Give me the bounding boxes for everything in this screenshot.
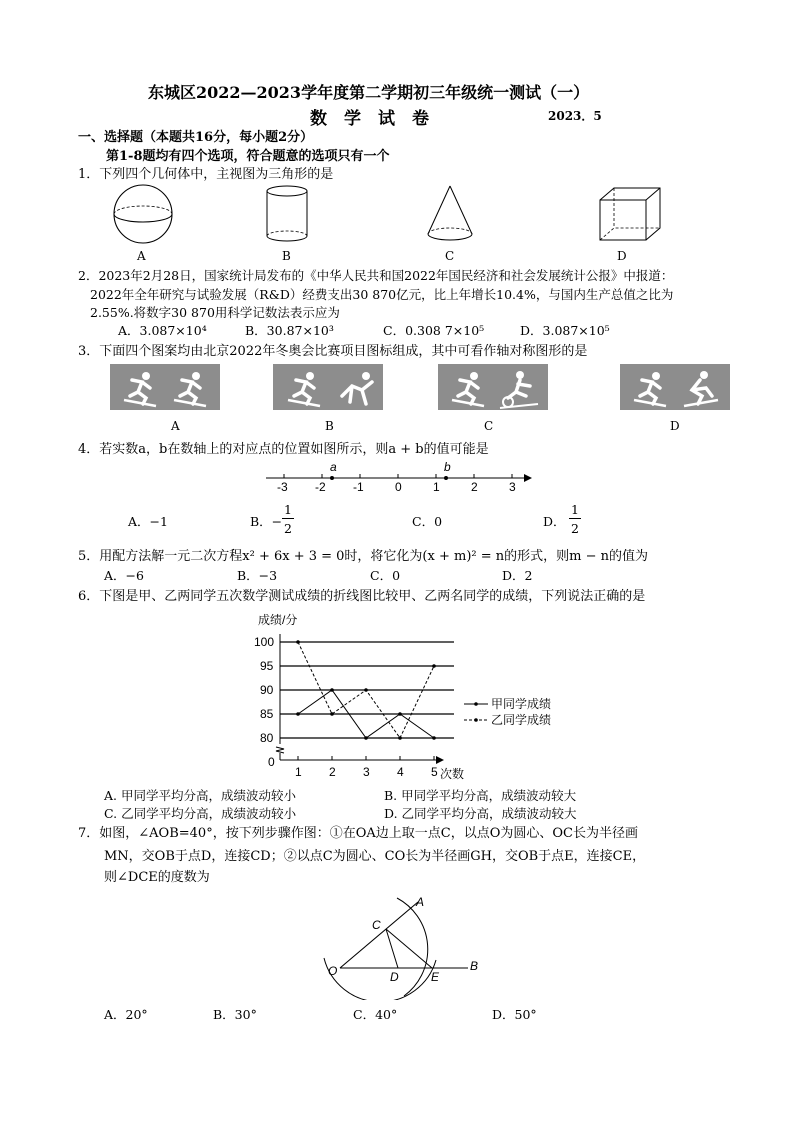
pictogram-c bbox=[438, 364, 548, 410]
chart-xlabel: 次数 bbox=[440, 767, 465, 781]
q1-label-a: A bbox=[137, 249, 146, 263]
q4-d-frac-num: 1 bbox=[571, 502, 579, 517]
x-tick-label: 2 bbox=[329, 765, 336, 779]
q5-option-d: D．2 bbox=[502, 568, 533, 583]
x-tick-label: 1 bbox=[295, 765, 302, 779]
chart-ylabel: 成绩/分 bbox=[258, 613, 298, 627]
q6-stem: 6．下图是甲、乙两同学五次数学测试成绩的折线图比较甲、乙两名同学的成绩，下列说法正确的是 bbox=[78, 589, 646, 604]
axis-break bbox=[276, 747, 284, 753]
point-d-label: D bbox=[390, 970, 399, 984]
q2-option-c: C．0.308 7×10⁵ bbox=[383, 323, 485, 338]
q6-option-b: B. 甲同学平均分高，成绩波动较大 bbox=[384, 788, 577, 803]
point-b-marker bbox=[444, 476, 448, 480]
exam-date: 2023．5 bbox=[548, 109, 602, 123]
segment-cd bbox=[386, 929, 398, 968]
q5-option-a: A．−6 bbox=[104, 568, 144, 583]
cone-figure bbox=[428, 186, 472, 240]
q7-line3: 则∠DCE的度数为 bbox=[104, 870, 210, 885]
number-line-tick-label: 3 bbox=[509, 480, 516, 494]
series-point bbox=[296, 640, 300, 644]
q5-option-b: B．−3 bbox=[237, 568, 278, 583]
q2-option-d: D．3.087×10⁵ bbox=[520, 323, 610, 338]
series-point bbox=[432, 736, 436, 740]
series-point bbox=[364, 736, 368, 740]
x-tick-label: 3 bbox=[363, 765, 370, 779]
q7-line2: MN，交OB于点D，连接CD；②以点C为圆心、CO长为半径画GH，交OB于点E，连接CE， bbox=[104, 849, 646, 864]
pictogram-b bbox=[273, 364, 383, 410]
q3-label-c: C bbox=[484, 419, 494, 433]
q2-line3: 2.55%.将数字30 870用科学记数法表示应为 bbox=[90, 305, 340, 320]
series-point bbox=[364, 688, 368, 692]
cube-figure bbox=[600, 188, 660, 240]
number-line-tick-label: -1 bbox=[353, 480, 364, 494]
series-point bbox=[330, 712, 334, 716]
sphere-figure bbox=[114, 185, 172, 243]
series-point bbox=[330, 688, 334, 692]
y-tick-label: 95 bbox=[260, 659, 274, 673]
q4-d-frac-bar bbox=[569, 518, 581, 519]
x-tick-label: 4 bbox=[397, 765, 404, 779]
q1-label-b: B bbox=[282, 249, 291, 263]
cylinder-figure bbox=[267, 186, 307, 241]
series-point bbox=[296, 712, 300, 716]
q3-pictograms bbox=[110, 364, 732, 412]
series-point bbox=[398, 712, 402, 716]
q2-line2: 2022年全年研究与试验发展（R&D）经费支出30 870亿元，比上年增长10.4%，与国内生产总值之比为 bbox=[90, 287, 674, 302]
q3-stem: 3．下面四个图案均由北京2022年冬奥会比赛项目图标组成，其中可看作轴对称图形的是 bbox=[78, 344, 588, 359]
point-e-label: E bbox=[431, 970, 440, 984]
q4-b-frac-den: 2 bbox=[284, 521, 292, 536]
legend-label-2: 乙同学成绩 bbox=[491, 713, 552, 727]
q3-label-b: B bbox=[325, 419, 334, 433]
section-instruction: 第1-8题均有四个选项，符合题意的选项只有一个 bbox=[106, 149, 390, 164]
number-line-tick-label: -2 bbox=[315, 480, 326, 494]
q3-label-a: A bbox=[171, 419, 180, 433]
q4-b-frac-bar bbox=[282, 518, 294, 519]
segment-ce bbox=[386, 929, 432, 968]
q4-option-c: C．0 bbox=[412, 514, 443, 529]
q7-construction-figure bbox=[300, 888, 500, 1000]
subject-title: 数 学 试 卷 bbox=[310, 109, 429, 129]
q4-number-line bbox=[262, 458, 542, 498]
y-tick-label: 100 bbox=[254, 635, 275, 649]
point-o-label: O bbox=[328, 964, 338, 978]
q6-option-c: C. 乙同学平均分高，成绩波动较小 bbox=[104, 806, 297, 821]
number-line-tick-label: 0 bbox=[395, 480, 402, 494]
q4-option-a: A．−1 bbox=[128, 514, 168, 529]
q5-stem: 5．用配方法解一元二次方程x² + 6x + 3 = 0时，将它化为(x + m)² = n的形式，则m − n的值为 bbox=[78, 549, 648, 564]
origin-label: 0 bbox=[268, 755, 275, 769]
q1-label-c: C bbox=[445, 249, 455, 263]
pictogram-d bbox=[620, 364, 730, 410]
q1-solids bbox=[100, 182, 700, 260]
exam-title: 东城区2022—2023学年度第二学期初三年级统一测试（一） bbox=[148, 83, 590, 102]
q6-line-chart bbox=[220, 604, 600, 784]
number-line-tick-label: -3 bbox=[277, 480, 288, 494]
q4-b-frac-num: 1 bbox=[284, 502, 292, 517]
number-line-tick-label: 2 bbox=[471, 480, 478, 494]
y-tick-label: 80 bbox=[260, 731, 274, 745]
q2-option-b: B．30.87×10³ bbox=[245, 323, 334, 338]
pictogram-a bbox=[110, 364, 220, 410]
x-tick-label: 5 bbox=[431, 765, 438, 779]
point-a-label: a bbox=[330, 460, 337, 474]
point-a-marker bbox=[330, 476, 334, 480]
q5-option-c: C．0 bbox=[370, 568, 401, 583]
q7-option-a: A．20° bbox=[104, 1007, 148, 1022]
point-b-label: B bbox=[470, 959, 479, 973]
q4-option-d: D． bbox=[543, 514, 566, 529]
q7-option-b: B．30° bbox=[213, 1007, 257, 1022]
series-point bbox=[432, 664, 436, 668]
q2-line1: 2．2023年2月28日，国家统计局发布的《中华人民共和国2022年国民经济和社会发展统计公报》中报道： bbox=[78, 268, 674, 283]
q6-option-d: D. 乙同学平均分高，成绩波动较大 bbox=[384, 806, 577, 821]
legend-label-1: 甲同学成绩 bbox=[491, 697, 552, 711]
q4-stem: 4．若实数a，b在数轴上的对应点的位置如图所示，则a + b的值可能是 bbox=[78, 442, 489, 457]
section-heading: 一、选择题（本题共16分，每小题2分） bbox=[78, 130, 314, 145]
q2-option-a: A．3.087×10⁴ bbox=[118, 323, 207, 338]
q7-line1: 7．如图，∠AOB=40°，按下列步骤作图：①在OA边上取一点C，以点O为圆心、OC长为半径画 bbox=[78, 826, 638, 841]
q4-option-b: B．− bbox=[250, 514, 283, 529]
ray-oa bbox=[340, 902, 418, 968]
q7-option-d: D．50° bbox=[492, 1007, 537, 1022]
q1-label-d: D bbox=[617, 249, 627, 263]
point-a-label: A bbox=[416, 895, 425, 909]
y-tick-label: 85 bbox=[260, 707, 274, 721]
arc-mn bbox=[397, 898, 428, 996]
point-c-label: C bbox=[372, 918, 381, 932]
number-line-tick-label: 1 bbox=[433, 480, 440, 494]
series-point bbox=[398, 736, 402, 740]
point-b-label: b bbox=[444, 460, 451, 474]
q7-option-c: C．40° bbox=[353, 1007, 398, 1022]
q1-stem: 1．下列四个几何体中，主视图为三角形的是 bbox=[78, 167, 334, 182]
q3-label-d: D bbox=[670, 419, 680, 433]
y-tick-label: 90 bbox=[260, 683, 274, 697]
q6-option-a: A. 甲同学平均分高，成绩波动较小 bbox=[104, 788, 296, 803]
q4-d-frac-den: 2 bbox=[571, 521, 579, 536]
